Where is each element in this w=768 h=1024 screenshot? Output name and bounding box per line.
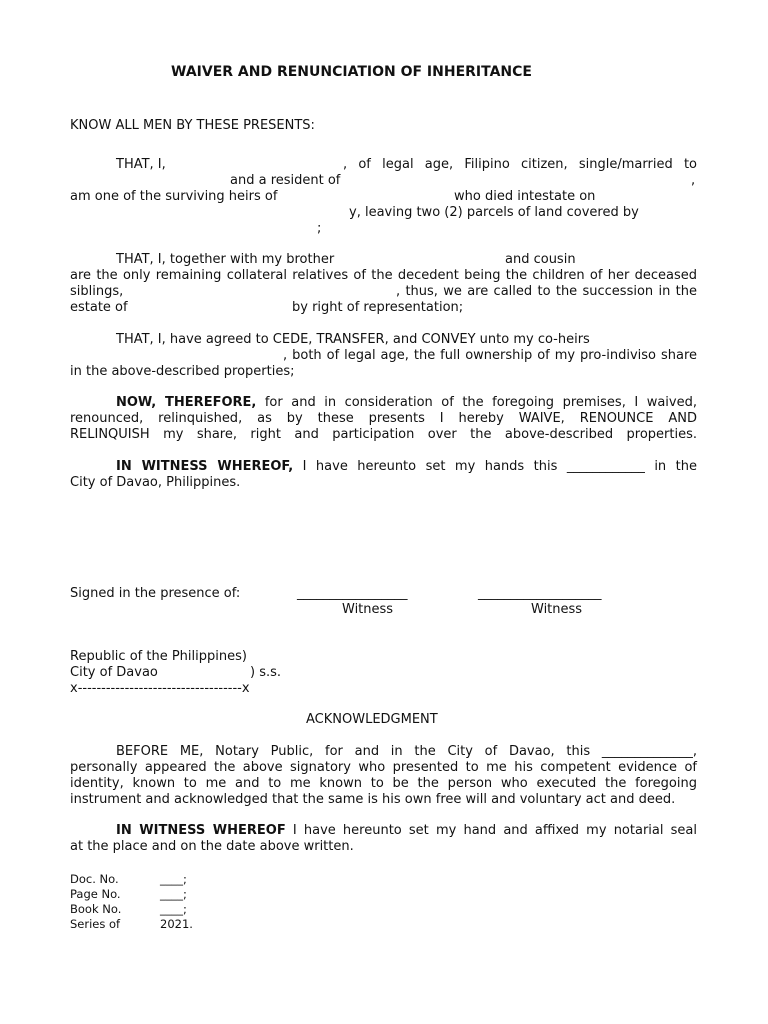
p4-line2: renounced, relinquished, as by these presents I hereby WAIVE, RENOUNCE AND <box>70 411 697 426</box>
doc-no-label: Doc. No. <box>70 872 119 886</box>
signed-presence-label: Signed in the presence of: <box>70 586 241 601</box>
p4-line3: RELINQUISH my share, right and participation over the above-described properties. <box>70 427 697 442</box>
p1-line2-end: , <box>691 173 696 188</box>
p1-line5: ; <box>317 221 322 236</box>
acknowledgment-title: ACKNOWLEDGMENT <box>306 712 438 727</box>
know-all-heading: KNOW ALL MEN BY THESE PRESENTS: <box>70 118 315 133</box>
page-no-value: ____; <box>160 887 187 901</box>
p1-line3-start: am one of the surviving heirs of <box>70 189 278 204</box>
witness-signature-line-1: _________________ <box>297 586 408 601</box>
p2-line2: are the only remaining collateral relatives of the decedent being the children of her deceased <box>70 268 697 283</box>
p5-line1 <box>116 459 697 475</box>
series-value: 2021. <box>160 917 193 931</box>
p2-line1-start: THAT, I, together with my brother <box>116 252 335 267</box>
p2-line3-end: , thus, we are called to the succession in the <box>396 284 697 299</box>
p3-line1: THAT, I, have agreed to CEDE, TRANSFER, and CONVEY unto my co-heirs <box>116 332 590 347</box>
p4-line1-rest: for and in consideration of the foregoing premises, I waived, <box>264 395 697 410</box>
p2-line4-end: by right of representation; <box>292 300 464 315</box>
venue-ss: ) s.s. <box>250 665 282 680</box>
book-no-label: Book No. <box>70 902 122 916</box>
p1-line4: y, leaving two (2) parcels of land covered by <box>349 205 639 220</box>
p5-line2: City of Davao, Philippines. <box>70 475 241 490</box>
now-therefore-label: NOW, THEREFORE, <box>116 395 257 410</box>
ack-line1 <box>116 744 697 760</box>
in-witness-label: IN WITNESS WHEREOF, <box>116 459 294 474</box>
witness-label-1: Witness <box>342 602 394 617</box>
venue-divider: x-----------------------------------x <box>70 681 250 696</box>
p2-line3-start: siblings, <box>70 284 124 299</box>
before-me-label: BEFORE ME, <box>116 744 204 759</box>
p3-line2: , both of legal age, the full ownership of my pro-indiviso share <box>283 348 697 363</box>
document-title: WAIVER AND RENUNCIATION OF INHERITANCE <box>171 64 532 80</box>
witness-label-2: Witness <box>531 602 583 617</box>
p1-line3-end: who died intestate on <box>454 189 596 204</box>
p1-line2-start: and a resident of <box>230 173 341 188</box>
venue-city: City of Davao <box>70 665 158 680</box>
ack-line2: personally appeared the above signatory who presented to me his competent evidence of <box>70 760 697 775</box>
ack2-line1-rest: I have hereunto set my hand and affixed my notarial seal <box>292 823 697 838</box>
p1-line1-end: , of legal age, Filipino citizen, single/married to <box>343 157 697 172</box>
ack2-line2: at the place and on the date above written. <box>70 839 354 854</box>
book-no-value: ____; <box>160 902 187 916</box>
doc-no-value: ____; <box>160 872 187 886</box>
ack2-line1 <box>116 823 697 839</box>
p2-line4-start: estate of <box>70 300 128 315</box>
series-label: Series of <box>70 917 121 931</box>
p4-line1 <box>116 395 697 411</box>
p1-line1-start: THAT, I, <box>116 157 166 172</box>
witness-signature-line-2: ___________________ <box>478 586 602 601</box>
venue-republic: Republic of the Philippines) <box>70 649 247 664</box>
ack-line3: identity, known to me and to me known to be the person who executed the foregoing <box>70 776 697 791</box>
ack-witness-label: IN WITNESS WHEREOF <box>116 823 286 838</box>
p2-line1-end: and cousin <box>505 252 576 267</box>
ack-line1-rest: Notary Public, for and in the City of Davao, this ______________, <box>215 744 697 759</box>
ack-line4: instrument and acknowledged that the same is his own free will and voluntary act and deed. <box>70 792 676 807</box>
p3-line3: in the above-described properties; <box>70 364 295 379</box>
page-no-label: Page No. <box>70 887 121 901</box>
p5-line1-rest: I have hereunto set my hands this ____________ in the <box>302 459 697 474</box>
